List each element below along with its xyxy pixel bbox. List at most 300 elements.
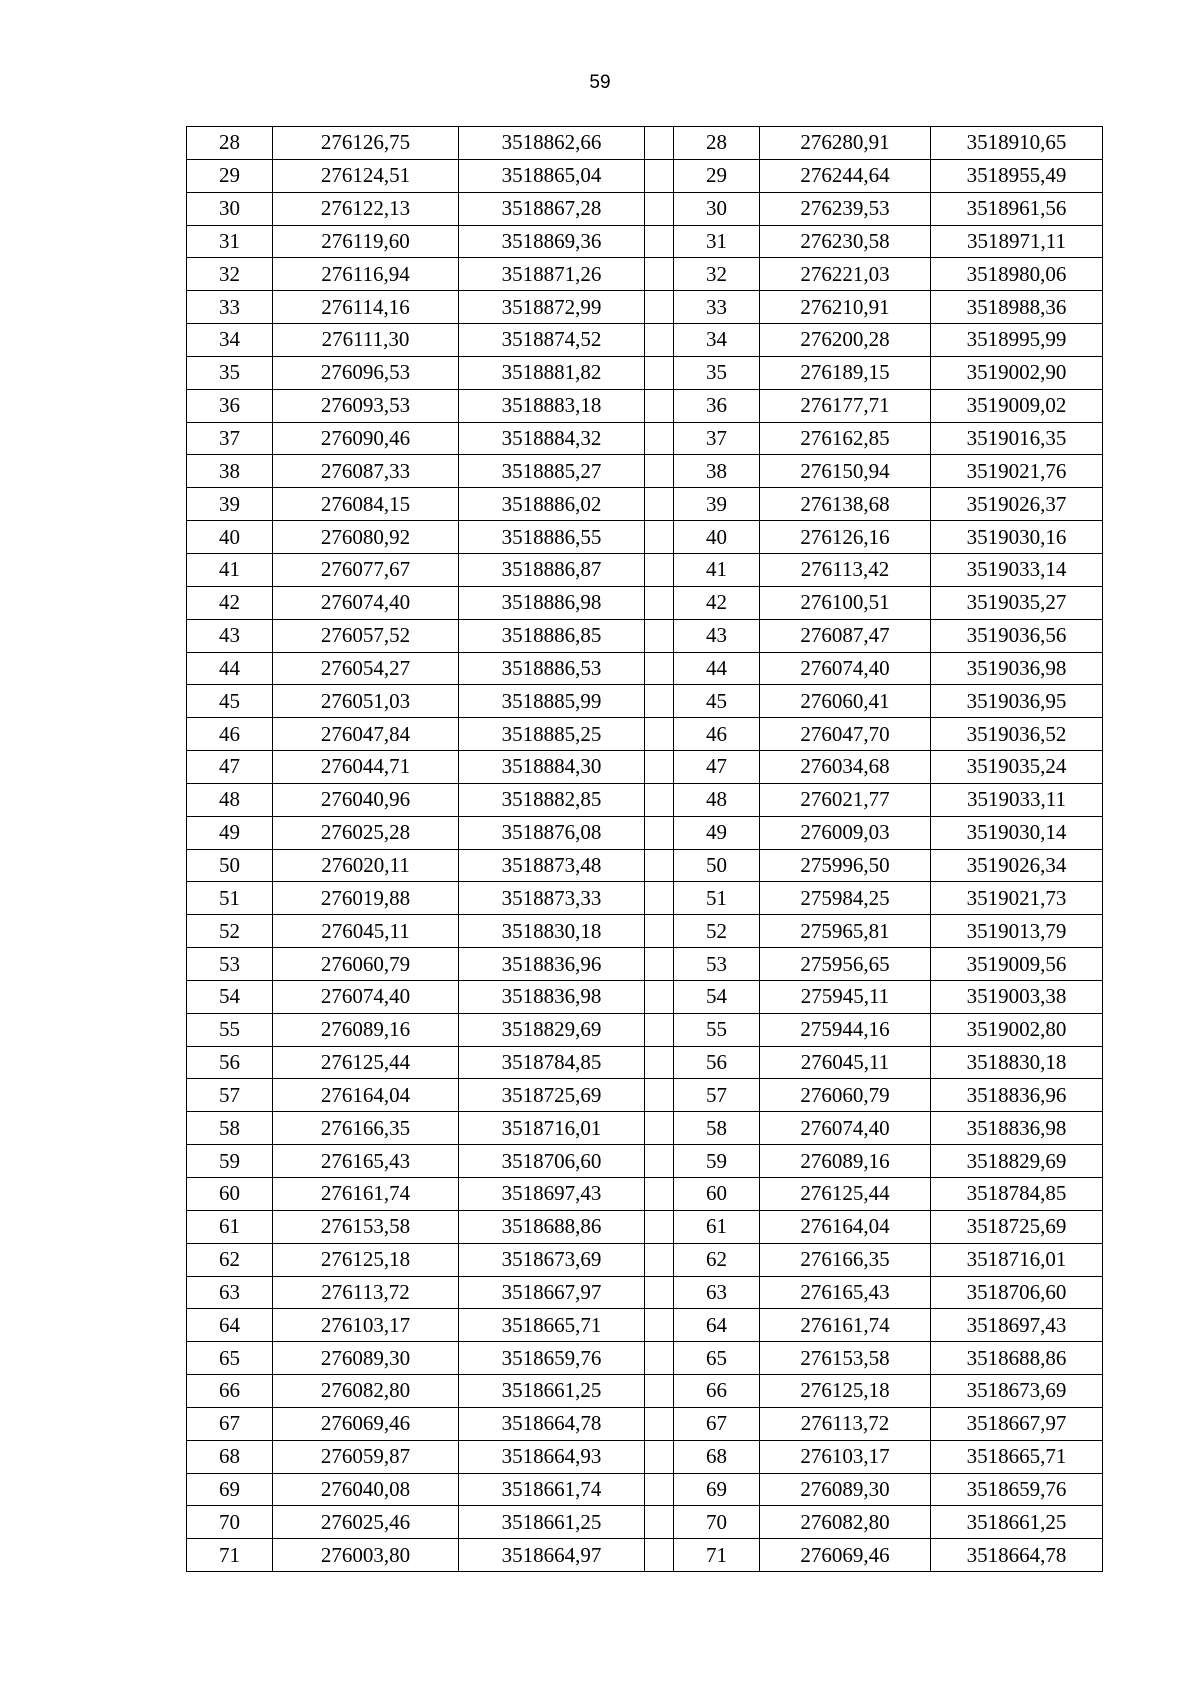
right-point-number-cell: 38 (674, 455, 760, 488)
left-x-coordinate-cell: 276059,87 (273, 1440, 459, 1473)
left-x-coordinate-cell: 276124,51 (273, 159, 459, 192)
table-row (187, 882, 1103, 915)
right-x-coordinate-cell: 276060,41 (760, 685, 931, 718)
right-y-coordinate-cell: 3519013,79 (931, 915, 1103, 948)
spacer-cell (645, 948, 674, 981)
right-point-number-cell: 46 (674, 718, 760, 751)
left-x-coordinate-cell: 276114,16 (273, 291, 459, 324)
table-row (187, 849, 1103, 882)
right-x-coordinate-cell: 276161,74 (760, 1309, 931, 1342)
right-y-coordinate-cell: 3518706,60 (931, 1276, 1103, 1309)
right-x-coordinate-cell: 275965,81 (760, 915, 931, 948)
left-point-number-cell: 61 (187, 1210, 273, 1243)
right-x-coordinate-cell: 275944,16 (760, 1013, 931, 1046)
left-y-coordinate-cell: 3518664,78 (459, 1407, 645, 1440)
table-row (187, 553, 1103, 586)
right-point-number-cell: 50 (674, 849, 760, 882)
right-y-coordinate-cell: 3519002,80 (931, 1013, 1103, 1046)
right-x-coordinate-cell: 276126,16 (760, 521, 931, 554)
left-y-coordinate-cell: 3518665,71 (459, 1309, 645, 1342)
right-point-number-cell: 64 (674, 1309, 760, 1342)
left-y-coordinate-cell: 3518667,97 (459, 1276, 645, 1309)
spacer-cell (645, 455, 674, 488)
left-point-number-cell: 58 (187, 1112, 273, 1145)
right-y-coordinate-cell: 3519036,56 (931, 619, 1103, 652)
right-point-number-cell: 54 (674, 980, 760, 1013)
spacer-cell (645, 619, 674, 652)
table-row (187, 619, 1103, 652)
right-point-number-cell: 59 (674, 1145, 760, 1178)
right-x-coordinate-cell: 276166,35 (760, 1243, 931, 1276)
left-point-number-cell: 45 (187, 685, 273, 718)
left-x-coordinate-cell: 276025,28 (273, 816, 459, 849)
spacer-cell (645, 1178, 674, 1211)
right-point-number-cell: 52 (674, 915, 760, 948)
table-row (187, 1145, 1103, 1178)
table-row (187, 1342, 1103, 1375)
table-row (187, 1276, 1103, 1309)
left-point-number-cell: 53 (187, 948, 273, 981)
spacer-cell (645, 586, 674, 619)
left-y-coordinate-cell: 3518664,93 (459, 1440, 645, 1473)
left-point-number-cell: 51 (187, 882, 273, 915)
right-y-coordinate-cell: 3519016,35 (931, 422, 1103, 455)
right-point-number-cell: 67 (674, 1407, 760, 1440)
spacer-cell (645, 751, 674, 784)
right-y-coordinate-cell: 3519021,73 (931, 882, 1103, 915)
right-point-number-cell: 42 (674, 586, 760, 619)
table-row (187, 685, 1103, 718)
right-point-number-cell: 35 (674, 356, 760, 389)
left-y-coordinate-cell: 3518661,25 (459, 1375, 645, 1408)
left-point-number-cell: 54 (187, 980, 273, 1013)
left-point-number-cell: 63 (187, 1276, 273, 1309)
spacer-cell (645, 258, 674, 291)
left-point-number-cell: 55 (187, 1013, 273, 1046)
left-y-coordinate-cell: 3518697,43 (459, 1178, 645, 1211)
spacer-cell (645, 1013, 674, 1046)
left-x-coordinate-cell: 276089,16 (273, 1013, 459, 1046)
left-x-coordinate-cell: 276119,60 (273, 225, 459, 258)
right-y-coordinate-cell: 3519021,76 (931, 455, 1103, 488)
right-point-number-cell: 58 (674, 1112, 760, 1145)
left-x-coordinate-cell: 276019,88 (273, 882, 459, 915)
right-y-coordinate-cell: 3519009,56 (931, 948, 1103, 981)
spacer-cell (645, 1243, 674, 1276)
right-x-coordinate-cell: 276100,51 (760, 586, 931, 619)
right-x-coordinate-cell: 276074,40 (760, 652, 931, 685)
spacer-cell (645, 1440, 674, 1473)
right-y-coordinate-cell: 3518980,06 (931, 258, 1103, 291)
right-x-coordinate-cell: 276125,44 (760, 1178, 931, 1211)
spacer-cell (645, 816, 674, 849)
left-y-coordinate-cell: 3518882,85 (459, 783, 645, 816)
right-point-number-cell: 39 (674, 488, 760, 521)
table-row (187, 1539, 1103, 1572)
right-point-number-cell: 29 (674, 159, 760, 192)
left-point-number-cell: 36 (187, 389, 273, 422)
right-x-coordinate-cell: 276069,46 (760, 1539, 931, 1572)
right-point-number-cell: 55 (674, 1013, 760, 1046)
left-point-number-cell: 52 (187, 915, 273, 948)
right-x-coordinate-cell: 276113,72 (760, 1407, 931, 1440)
right-y-coordinate-cell: 3518716,01 (931, 1243, 1103, 1276)
table-row (187, 422, 1103, 455)
left-point-number-cell: 41 (187, 553, 273, 586)
spacer-cell (645, 521, 674, 554)
left-x-coordinate-cell: 276122,13 (273, 192, 459, 225)
left-y-coordinate-cell: 3518673,69 (459, 1243, 645, 1276)
left-point-number-cell: 30 (187, 192, 273, 225)
right-point-number-cell: 47 (674, 751, 760, 784)
table-row (187, 389, 1103, 422)
left-y-coordinate-cell: 3518884,32 (459, 422, 645, 455)
spacer-cell (645, 783, 674, 816)
right-y-coordinate-cell: 3518661,25 (931, 1506, 1103, 1539)
table-row (187, 291, 1103, 324)
coordinates-table-body (187, 127, 1103, 1572)
right-point-number-cell: 31 (674, 225, 760, 258)
right-x-coordinate-cell: 275956,65 (760, 948, 931, 981)
left-y-coordinate-cell: 3518664,97 (459, 1539, 645, 1572)
right-point-number-cell: 65 (674, 1342, 760, 1375)
right-x-coordinate-cell: 276153,58 (760, 1342, 931, 1375)
left-x-coordinate-cell: 276003,80 (273, 1539, 459, 1572)
page-number: 59 (589, 72, 611, 93)
left-point-number-cell: 69 (187, 1473, 273, 1506)
left-x-coordinate-cell: 276040,08 (273, 1473, 459, 1506)
right-point-number-cell: 62 (674, 1243, 760, 1276)
left-y-coordinate-cell: 3518725,69 (459, 1079, 645, 1112)
left-y-coordinate-cell: 3518886,53 (459, 652, 645, 685)
table-row (187, 1506, 1103, 1539)
table-row (187, 159, 1103, 192)
right-point-number-cell: 68 (674, 1440, 760, 1473)
left-x-coordinate-cell: 276074,40 (273, 586, 459, 619)
table-row (187, 1112, 1103, 1145)
left-point-number-cell: 50 (187, 849, 273, 882)
left-point-number-cell: 38 (187, 455, 273, 488)
right-x-coordinate-cell: 276045,11 (760, 1046, 931, 1079)
spacer-cell (645, 389, 674, 422)
right-y-coordinate-cell: 3519026,34 (931, 849, 1103, 882)
left-point-number-cell: 37 (187, 422, 273, 455)
right-y-coordinate-cell: 3518836,96 (931, 1079, 1103, 1112)
right-y-coordinate-cell: 3519003,38 (931, 980, 1103, 1013)
table-row (187, 521, 1103, 554)
table-row (187, 192, 1103, 225)
right-x-coordinate-cell: 276164,04 (760, 1210, 931, 1243)
spacer-cell (645, 1375, 674, 1408)
left-y-coordinate-cell: 3518869,36 (459, 225, 645, 258)
table-row (187, 1178, 1103, 1211)
left-y-coordinate-cell: 3518885,25 (459, 718, 645, 751)
table-row (187, 455, 1103, 488)
right-y-coordinate-cell: 3518955,49 (931, 159, 1103, 192)
right-x-coordinate-cell: 276060,79 (760, 1079, 931, 1112)
left-x-coordinate-cell: 276089,30 (273, 1342, 459, 1375)
left-x-coordinate-cell: 276161,74 (273, 1178, 459, 1211)
spacer-cell (645, 192, 674, 225)
table-row (187, 1046, 1103, 1079)
right-x-coordinate-cell: 276087,47 (760, 619, 931, 652)
spacer-cell (645, 1407, 674, 1440)
right-y-coordinate-cell: 3518836,98 (931, 1112, 1103, 1145)
left-x-coordinate-cell: 276113,72 (273, 1276, 459, 1309)
left-point-number-cell: 28 (187, 127, 273, 160)
right-point-number-cell: 28 (674, 127, 760, 160)
right-y-coordinate-cell: 3519035,24 (931, 751, 1103, 784)
table-row (187, 356, 1103, 389)
left-x-coordinate-cell: 276025,46 (273, 1506, 459, 1539)
left-point-number-cell: 33 (187, 291, 273, 324)
right-y-coordinate-cell: 3518725,69 (931, 1210, 1103, 1243)
table-row (187, 948, 1103, 981)
right-y-coordinate-cell: 3518971,11 (931, 225, 1103, 258)
left-point-number-cell: 35 (187, 356, 273, 389)
spacer-cell (645, 1276, 674, 1309)
left-x-coordinate-cell: 276111,30 (273, 324, 459, 357)
right-y-coordinate-cell: 3519030,16 (931, 521, 1103, 554)
right-x-coordinate-cell: 275996,50 (760, 849, 931, 882)
left-y-coordinate-cell: 3518886,02 (459, 488, 645, 521)
spacer-cell (645, 225, 674, 258)
left-x-coordinate-cell: 276020,11 (273, 849, 459, 882)
left-point-number-cell: 60 (187, 1178, 273, 1211)
right-point-number-cell: 60 (674, 1178, 760, 1211)
right-x-coordinate-cell: 276113,42 (760, 553, 931, 586)
spacer-cell (645, 159, 674, 192)
left-x-coordinate-cell: 276082,80 (273, 1375, 459, 1408)
left-y-coordinate-cell: 3518883,18 (459, 389, 645, 422)
left-point-number-cell: 70 (187, 1506, 273, 1539)
right-x-coordinate-cell: 276150,94 (760, 455, 931, 488)
left-x-coordinate-cell: 276125,44 (273, 1046, 459, 1079)
right-point-number-cell: 43 (674, 619, 760, 652)
left-y-coordinate-cell: 3518688,86 (459, 1210, 645, 1243)
right-point-number-cell: 56 (674, 1046, 760, 1079)
left-point-number-cell: 71 (187, 1539, 273, 1572)
left-x-coordinate-cell: 276074,40 (273, 980, 459, 1013)
table-row (187, 1243, 1103, 1276)
right-x-coordinate-cell: 276103,17 (760, 1440, 931, 1473)
right-x-coordinate-cell: 276210,91 (760, 291, 931, 324)
spacer-cell (645, 1309, 674, 1342)
left-x-coordinate-cell: 276125,18 (273, 1243, 459, 1276)
right-y-coordinate-cell: 3518961,56 (931, 192, 1103, 225)
spacer-cell (645, 882, 674, 915)
left-point-number-cell: 67 (187, 1407, 273, 1440)
spacer-cell (645, 127, 674, 160)
right-x-coordinate-cell: 276239,53 (760, 192, 931, 225)
right-point-number-cell: 30 (674, 192, 760, 225)
spacer-cell (645, 652, 674, 685)
right-point-number-cell: 45 (674, 685, 760, 718)
left-y-coordinate-cell: 3518661,25 (459, 1506, 645, 1539)
right-point-number-cell: 33 (674, 291, 760, 324)
right-point-number-cell: 69 (674, 1473, 760, 1506)
right-x-coordinate-cell: 276089,16 (760, 1145, 931, 1178)
right-point-number-cell: 32 (674, 258, 760, 291)
spacer-cell (645, 718, 674, 751)
right-x-coordinate-cell: 275984,25 (760, 882, 931, 915)
right-y-coordinate-cell: 3519009,02 (931, 389, 1103, 422)
right-y-coordinate-cell: 3518664,78 (931, 1539, 1103, 1572)
table-row (187, 1013, 1103, 1046)
table-row (187, 488, 1103, 521)
left-point-number-cell: 68 (187, 1440, 273, 1473)
right-x-coordinate-cell: 276280,91 (760, 127, 931, 160)
left-point-number-cell: 59 (187, 1145, 273, 1178)
left-x-coordinate-cell: 276045,11 (273, 915, 459, 948)
right-point-number-cell: 37 (674, 422, 760, 455)
left-x-coordinate-cell: 276060,79 (273, 948, 459, 981)
table-row (187, 718, 1103, 751)
left-y-coordinate-cell: 3518659,76 (459, 1342, 645, 1375)
left-x-coordinate-cell: 276090,46 (273, 422, 459, 455)
right-point-number-cell: 49 (674, 816, 760, 849)
right-x-coordinate-cell: 276244,64 (760, 159, 931, 192)
table-row (187, 324, 1103, 357)
right-x-coordinate-cell: 276047,70 (760, 718, 931, 751)
right-y-coordinate-cell: 3518995,99 (931, 324, 1103, 357)
left-x-coordinate-cell: 276096,53 (273, 356, 459, 389)
left-y-coordinate-cell: 3518836,98 (459, 980, 645, 1013)
left-y-coordinate-cell: 3518871,26 (459, 258, 645, 291)
right-x-coordinate-cell: 276230,58 (760, 225, 931, 258)
left-x-coordinate-cell: 276116,94 (273, 258, 459, 291)
right-y-coordinate-cell: 3518910,65 (931, 127, 1103, 160)
right-y-coordinate-cell: 3518784,85 (931, 1178, 1103, 1211)
table-row (187, 1407, 1103, 1440)
right-y-coordinate-cell: 3518688,86 (931, 1342, 1103, 1375)
left-y-coordinate-cell: 3518886,85 (459, 619, 645, 652)
right-point-number-cell: 63 (674, 1276, 760, 1309)
right-x-coordinate-cell: 276165,43 (760, 1276, 931, 1309)
left-x-coordinate-cell: 276051,03 (273, 685, 459, 718)
spacer-cell (645, 849, 674, 882)
right-x-coordinate-cell: 276034,68 (760, 751, 931, 784)
table-row (187, 1440, 1103, 1473)
left-x-coordinate-cell: 276164,04 (273, 1079, 459, 1112)
left-y-coordinate-cell: 3518784,85 (459, 1046, 645, 1079)
table-row (187, 1210, 1103, 1243)
left-y-coordinate-cell: 3518716,01 (459, 1112, 645, 1145)
left-point-number-cell: 43 (187, 619, 273, 652)
table-row (187, 652, 1103, 685)
left-x-coordinate-cell: 276153,58 (273, 1210, 459, 1243)
left-y-coordinate-cell: 3518706,60 (459, 1145, 645, 1178)
right-x-coordinate-cell: 276074,40 (760, 1112, 931, 1145)
left-y-coordinate-cell: 3518885,99 (459, 685, 645, 718)
right-y-coordinate-cell: 3518673,69 (931, 1375, 1103, 1408)
table-row (187, 258, 1103, 291)
left-point-number-cell: 44 (187, 652, 273, 685)
spacer-cell (645, 324, 674, 357)
left-point-number-cell: 56 (187, 1046, 273, 1079)
left-y-coordinate-cell: 3518881,82 (459, 356, 645, 389)
table-row (187, 1309, 1103, 1342)
spacer-cell (645, 1046, 674, 1079)
right-x-coordinate-cell: 276177,71 (760, 389, 931, 422)
spacer-cell (645, 291, 674, 324)
table-row (187, 816, 1103, 849)
spacer-cell (645, 980, 674, 1013)
left-y-coordinate-cell: 3518873,33 (459, 882, 645, 915)
table-row (187, 783, 1103, 816)
right-y-coordinate-cell: 3519030,14 (931, 816, 1103, 849)
right-x-coordinate-cell: 276082,80 (760, 1506, 931, 1539)
left-point-number-cell: 64 (187, 1309, 273, 1342)
spacer-cell (645, 553, 674, 586)
left-point-number-cell: 29 (187, 159, 273, 192)
left-x-coordinate-cell: 276165,43 (273, 1145, 459, 1178)
spacer-cell (645, 1506, 674, 1539)
right-y-coordinate-cell: 3519036,95 (931, 685, 1103, 718)
table-row (187, 225, 1103, 258)
table-row (187, 980, 1103, 1013)
spacer-cell (645, 422, 674, 455)
table-row (187, 1375, 1103, 1408)
right-y-coordinate-cell: 3518988,36 (931, 291, 1103, 324)
left-y-coordinate-cell: 3518886,87 (459, 553, 645, 586)
left-point-number-cell: 40 (187, 521, 273, 554)
left-y-coordinate-cell: 3518867,28 (459, 192, 645, 225)
right-y-coordinate-cell: 3518667,97 (931, 1407, 1103, 1440)
spacer-cell (645, 1473, 674, 1506)
right-x-coordinate-cell: 276125,18 (760, 1375, 931, 1408)
right-y-coordinate-cell: 3519033,14 (931, 553, 1103, 586)
right-point-number-cell: 61 (674, 1210, 760, 1243)
left-point-number-cell: 32 (187, 258, 273, 291)
right-point-number-cell: 71 (674, 1539, 760, 1572)
left-x-coordinate-cell: 276057,52 (273, 619, 459, 652)
right-x-coordinate-cell: 276200,28 (760, 324, 931, 357)
left-point-number-cell: 49 (187, 816, 273, 849)
coordinates-table (186, 126, 1103, 1572)
left-point-number-cell: 48 (187, 783, 273, 816)
left-point-number-cell: 57 (187, 1079, 273, 1112)
left-x-coordinate-cell: 276069,46 (273, 1407, 459, 1440)
table-row (187, 127, 1103, 160)
left-point-number-cell: 66 (187, 1375, 273, 1408)
spacer-cell (645, 685, 674, 718)
right-x-coordinate-cell: 276221,03 (760, 258, 931, 291)
right-x-coordinate-cell: 276162,85 (760, 422, 931, 455)
spacer-cell (645, 1079, 674, 1112)
table-row (187, 1473, 1103, 1506)
right-y-coordinate-cell: 3518829,69 (931, 1145, 1103, 1178)
spacer-cell (645, 1539, 674, 1572)
left-y-coordinate-cell: 3518876,08 (459, 816, 645, 849)
spacer-cell (645, 1145, 674, 1178)
left-x-coordinate-cell: 276084,15 (273, 488, 459, 521)
left-point-number-cell: 65 (187, 1342, 273, 1375)
left-x-coordinate-cell: 276054,27 (273, 652, 459, 685)
right-x-coordinate-cell: 276009,03 (760, 816, 931, 849)
spacer-cell (645, 1112, 674, 1145)
left-x-coordinate-cell: 276093,53 (273, 389, 459, 422)
right-point-number-cell: 51 (674, 882, 760, 915)
left-point-number-cell: 39 (187, 488, 273, 521)
right-point-number-cell: 70 (674, 1506, 760, 1539)
left-x-coordinate-cell: 276080,92 (273, 521, 459, 554)
left-x-coordinate-cell: 276166,35 (273, 1112, 459, 1145)
right-point-number-cell: 41 (674, 553, 760, 586)
left-y-coordinate-cell: 3518885,27 (459, 455, 645, 488)
left-y-coordinate-cell: 3518862,66 (459, 127, 645, 160)
table-row (187, 1079, 1103, 1112)
